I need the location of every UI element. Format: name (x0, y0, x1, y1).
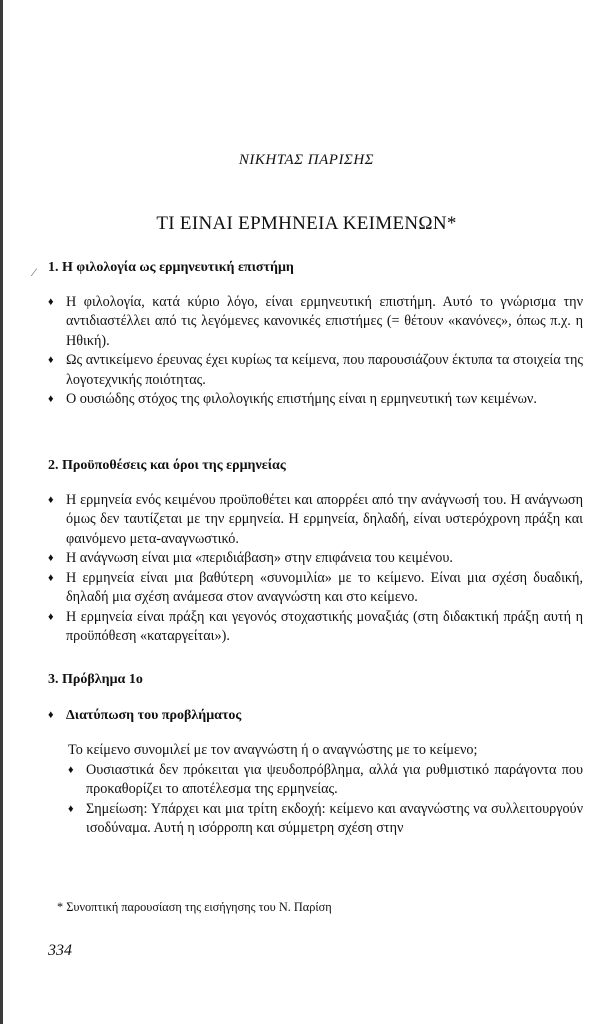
list-item (48, 293, 583, 352)
subheading-text: Διατύπωση του προβλήματος (66, 707, 242, 723)
list-item-text: Η ερμηνεία είναι μια βαθύτερη «συνομιλία» με το κείμενο. Είναι μια σχέση δυαδική, δηλαδή μια σχέση ανάμεσα στον αναγνώστη και στο κείμενο. (66, 569, 583, 605)
list-item-text: Η φιλολογία, κατά κύριο λόγο, είναι ερμηνευτική επιστήμη. Αυτό το γνώρισμα την αντιδιαστέλλει από τις λεγόμενες κανονικές επιστήμες (= θέτουν «κανόνες», όπως π.χ. η Ηθική). (66, 293, 583, 349)
diamond-bullet-icon: ♦ (48, 393, 54, 405)
diamond-bullet-icon: ♦ (48, 552, 54, 564)
list-item-text: Ο ουσιώδης στόχος της φιλολογικής επιστήμης είναι η ερμηνευτική των κειμένων. (66, 391, 537, 407)
list-item (48, 569, 583, 608)
list-item (48, 390, 583, 410)
paragraph: Το κείμενο συνομιλεί με τον αναγνώστη ή ο αναγνώστης με το κείμενο; (68, 742, 478, 758)
list-item-text: Η ερμηνεία είναι πράξη και γεγονός στοχαστικής μοναξιάς (στη διδακτική πράξη αυτή η προϋπόθεση «καταργείται»). (66, 608, 583, 644)
section-heading: 1. Η φιλολογία ως ερμηνευτική επιστήμη (48, 260, 294, 275)
margin-mark: ⁄ (33, 265, 36, 279)
article-title: ΤΙ ΕΙΝΑΙ ΕΡΜΗΝΕΙΑ ΚΕΙΜΕΝΩΝ* (156, 213, 457, 234)
section-2 (48, 456, 583, 647)
list-item (48, 549, 583, 569)
list-item-text: Η ερμηνεία ενός κειμένου προϋποθέτει και απορρέει από την ανάγνωσή του. Η ανάγνωση όμως δεν ταυτίζεται με την ερμηνεία. Η ερμηνεία, δηλαδή, είναι υστερόχρονη πράξη και φαινόμενο μετα-αναγνωστικό. (66, 491, 583, 547)
diamond-bullet-icon: ♦ (48, 571, 54, 584)
list-item (48, 608, 583, 647)
subheading (48, 706, 583, 726)
list-item-text: Σημείωση: Υπάρχει και μια τρίτη εκδοχή: κείμενο και αναγνώστης να συλλειτουργούν ισοδύναμα. Αυτή η ισόρροπη και σύμμετρη σχέση στην (86, 800, 583, 836)
diamond-bullet-icon: ♦ (68, 763, 74, 776)
author-name: ΝΙΚΗΤΑΣ ΠΑΡΙΣΗΣ (238, 152, 375, 168)
diamond-bullet-icon: ♦ (48, 708, 54, 721)
footnote: * Συνοπτική παρουσίαση της εισήγησης του Ν. Παρίση (57, 900, 332, 914)
diamond-bullet-icon: ♦ (48, 295, 54, 308)
list-item (48, 491, 583, 550)
list-item (48, 351, 583, 390)
section-heading: 3. Πρόβλημα 1ο (48, 672, 143, 687)
list-item (48, 761, 583, 800)
list-item-text: Η ανάγνωση είναι μια «περιδιάβαση» στην επιφάνεια του κειμένου. (66, 550, 453, 566)
section-3 (48, 670, 583, 839)
diamond-bullet-icon: ♦ (48, 610, 54, 623)
list-item-text: Ουσιαστικά δεν πρόκειται για ψευδοπρόβλημα, αλλά για ρυθμιστικό παράγοντα που προκαθορίζει το αποτέλεσμα της ερμηνείας. (86, 761, 583, 797)
list-item (48, 800, 583, 839)
page-number: 334 (48, 942, 72, 959)
diamond-bullet-icon: ♦ (48, 493, 54, 506)
list-item-text: Ως αντικείμενο έρευνας έχει κυρίως τα κείμενα, που παρουσιάζουν έκτυπα τα στοιχεία της λογοτεχνικής ποιότητας. (66, 352, 583, 388)
section-1 (48, 258, 583, 410)
diamond-bullet-icon: ♦ (48, 354, 54, 366)
diamond-bullet-icon: ♦ (68, 802, 74, 815)
section-heading: 2. Προϋποθέσεις και όροι της ερμηνείας (48, 458, 286, 473)
